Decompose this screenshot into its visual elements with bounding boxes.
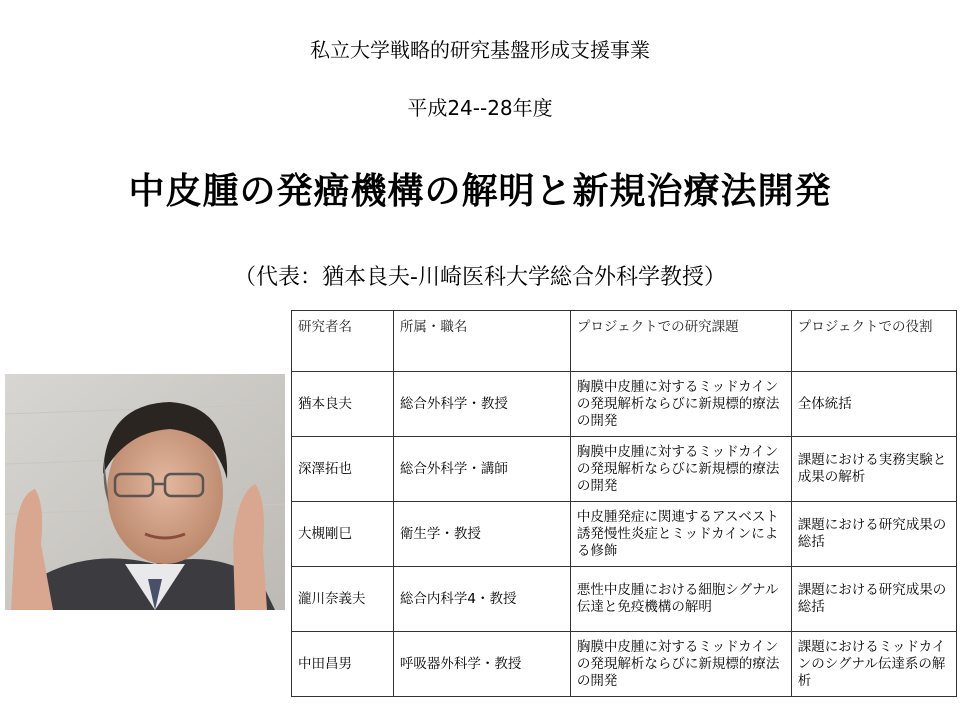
project-role: 課題における研究成果の総括 [791, 502, 956, 567]
project-role: 課題における実務実験と成果の解析 [791, 437, 956, 502]
member-table [291, 310, 957, 697]
column-header-role: プロジェクトでの役割 [791, 311, 956, 372]
researcher-affiliation: 総合外科学・教授 [393, 372, 570, 437]
table-row [292, 632, 957, 697]
program-name: 私立大学戦略的研究基盤形成支援事業 [310, 38, 650, 62]
project-role: 課題における研究成果の総括 [791, 567, 956, 632]
research-topic: 悪性中皮腫における細胞シグナル伝達と免疫機構の解明 [570, 567, 791, 632]
researcher-name: 瀧川奈義夫 [292, 567, 394, 632]
column-header-name: 研究者名 [292, 311, 394, 372]
page-title: 中皮腫の発癌機構の解明と新規治療法開発 [128, 171, 832, 212]
column-header-affiliation: 所属・職名 [393, 311, 570, 372]
researcher-name: 深澤拓也 [292, 437, 394, 502]
researcher-name: 猶本良夫 [292, 372, 394, 437]
table-row [292, 437, 957, 502]
researcher-name: 大槻剛巳 [292, 502, 394, 567]
research-topic: 胸膜中皮腫に対するミッドカインの発現解析ならびに新規標的療法の開発 [570, 437, 791, 502]
table-header-row [292, 311, 957, 372]
researcher-affiliation: 総合内科学4・教授 [393, 567, 570, 632]
researcher-name: 中田昌男 [292, 632, 394, 697]
research-topic: 胸膜中皮腫に対するミッドカインの発現解析ならびに新規標的療法の開発 [570, 372, 791, 437]
table-row [292, 372, 957, 437]
project-period: 平成24--28年度 [407, 96, 553, 120]
research-topic: 胸膜中皮腫に対するミッドカインの発現解析ならびに新規標的療法の開発 [570, 632, 791, 697]
researcher-affiliation: 衛生学・教授 [393, 502, 570, 567]
table-row [292, 502, 957, 567]
table-row [292, 567, 957, 632]
project-role: 課題におけるミッドカインのシグナル伝達系の解析 [791, 632, 956, 697]
researcher-affiliation: 総合外科学・講師 [393, 437, 570, 502]
representative-photo [5, 374, 285, 610]
representative-line: （代表：猶本良夫-川崎医科大学総合外科学教授） [234, 265, 726, 290]
project-role: 全体統括 [791, 372, 956, 437]
research-topic: 中皮腫発症に関連するアスベスト誘発慢性炎症とミッドカインによる修飾 [570, 502, 791, 567]
researcher-affiliation: 呼吸器外科学・教授 [393, 632, 570, 697]
column-header-topic: プロジェクトでの研究課題 [570, 311, 791, 372]
